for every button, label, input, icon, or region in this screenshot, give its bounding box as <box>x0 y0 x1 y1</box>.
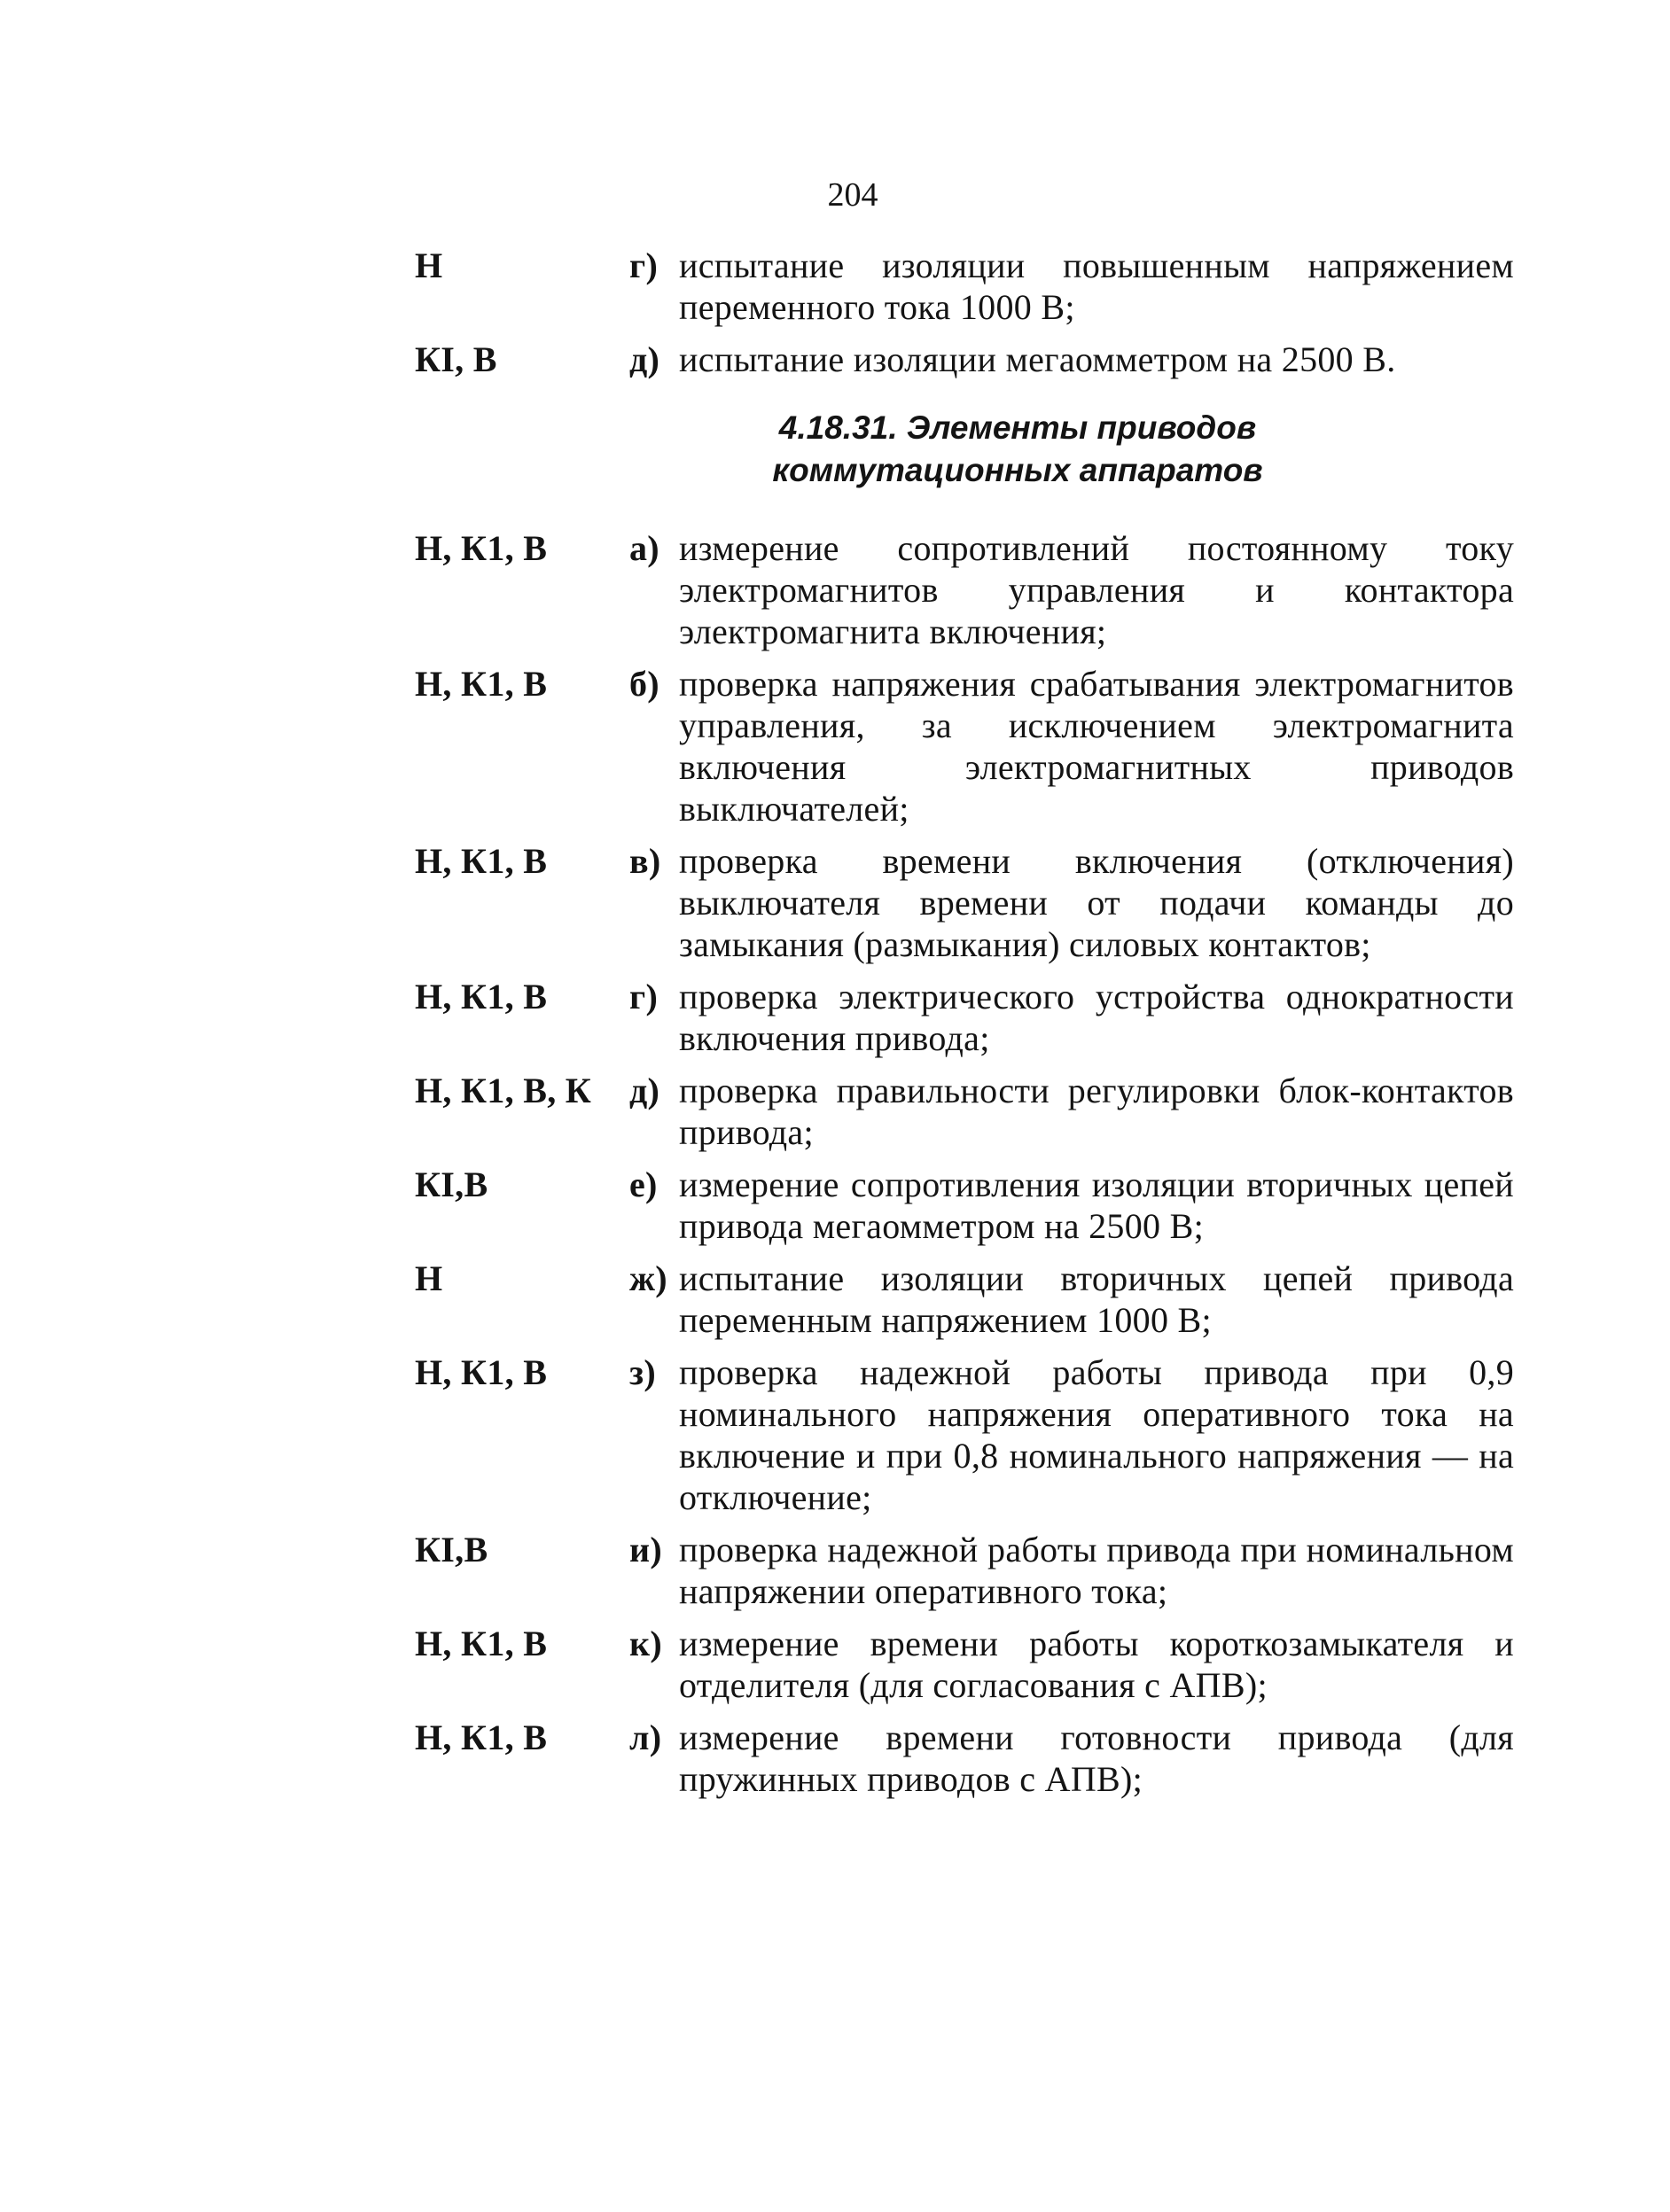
item-text: испытание изоляции мегаомметром на 2500 В. <box>679 339 1396 379</box>
item-text: измерение времени готовности привода (для пружинных приводов с АПВ); <box>679 1717 1514 1799</box>
list-item <box>415 527 1514 652</box>
item-text: измерение времени работы короткозамыкателя и отделителя (для согласования с АПВ); <box>679 1624 1514 1705</box>
section-title-line2: коммутационных аппаратов <box>772 452 1263 488</box>
test-code: Н, К1, В <box>415 841 548 881</box>
item-marker: з) <box>629 1352 656 1392</box>
item-marker: е) <box>629 1164 658 1204</box>
test-code: Н, К1, В <box>415 977 548 1016</box>
item-marker: б) <box>629 664 659 704</box>
item-marker: г) <box>629 977 659 1016</box>
item-text: проверка времени включения (отключения) выключателя времени от подачи команды до замыкания (размыкания) силовых контактов; <box>679 841 1514 964</box>
list-item <box>415 339 1514 380</box>
item-text: испытание изоляции вторичных цепей привода переменным напряжением 1000 В; <box>679 1258 1514 1340</box>
list-item <box>415 1351 1514 1518</box>
item-marker: в) <box>629 841 661 881</box>
item-text: проверка правильности регулировки блок-контактов привода; <box>679 1071 1514 1152</box>
list-item <box>415 245 1514 328</box>
test-code: Н <box>415 245 443 285</box>
page-content <box>415 245 1514 1811</box>
test-code: Н, К1, В <box>415 1717 548 1757</box>
item-text: проверка электрического устройства однократности включения привода; <box>679 977 1514 1058</box>
test-code: КI, В <box>415 339 497 379</box>
test-code: Н <box>415 1258 443 1298</box>
item-text: проверка надежной работы привода при 0,9 номинального напряжения оперативного тока на включение и при 0,8 номинального напряжения — на отключение; <box>679 1352 1514 1517</box>
item-text: проверка надежной работы привода при номинальном напряжении оперативного тока; <box>679 1530 1514 1611</box>
list-item <box>415 1258 1514 1341</box>
item-marker: к) <box>629 1624 662 1663</box>
section-title-line1: 4.18.31. Элементы приводов <box>778 409 1257 446</box>
list-item <box>415 663 1514 830</box>
item-marker: г) <box>629 245 659 285</box>
item-marker: л) <box>629 1717 662 1757</box>
list-item <box>415 976 1514 1059</box>
list-item <box>415 1529 1514 1612</box>
list-item <box>415 1717 1514 1800</box>
item-marker: и) <box>629 1530 662 1569</box>
test-code: Н, К1, В <box>415 664 548 704</box>
list-item <box>415 840 1514 965</box>
test-code: Н, К1, В, К <box>415 1071 592 1110</box>
section-heading <box>707 407 1328 492</box>
list-item <box>415 1164 1514 1247</box>
item-marker: д) <box>629 1071 660 1110</box>
test-code: Н, К1, В <box>415 1624 548 1663</box>
page-number: 204 <box>827 176 878 214</box>
test-code: Н, К1, В <box>415 1352 548 1392</box>
list-item <box>415 1070 1514 1153</box>
item-marker: а) <box>629 528 659 568</box>
test-code: КI,В <box>415 1164 488 1204</box>
item-text: измерение сопротивлений постоянному току электромагнитов управления и контактора электромагнита включения; <box>679 528 1514 651</box>
item-text: проверка напряжения срабатывания электромагнитов управления, за исключением электромагнита включения электромагнитных приводов выключателей; <box>679 664 1514 829</box>
item-marker: д) <box>629 339 660 379</box>
item-marker: ж) <box>629 1258 667 1298</box>
test-code: КI,В <box>415 1530 488 1569</box>
test-code: Н, К1, В <box>415 528 548 568</box>
item-text: измерение сопротивления изоляции вторичных цепей привода мегаомметром на 2500 В; <box>679 1164 1514 1246</box>
list-item <box>415 1623 1514 1706</box>
item-text: испытание изоляции повышенным напряжением переменного тока 1000 В; <box>679 245 1514 327</box>
